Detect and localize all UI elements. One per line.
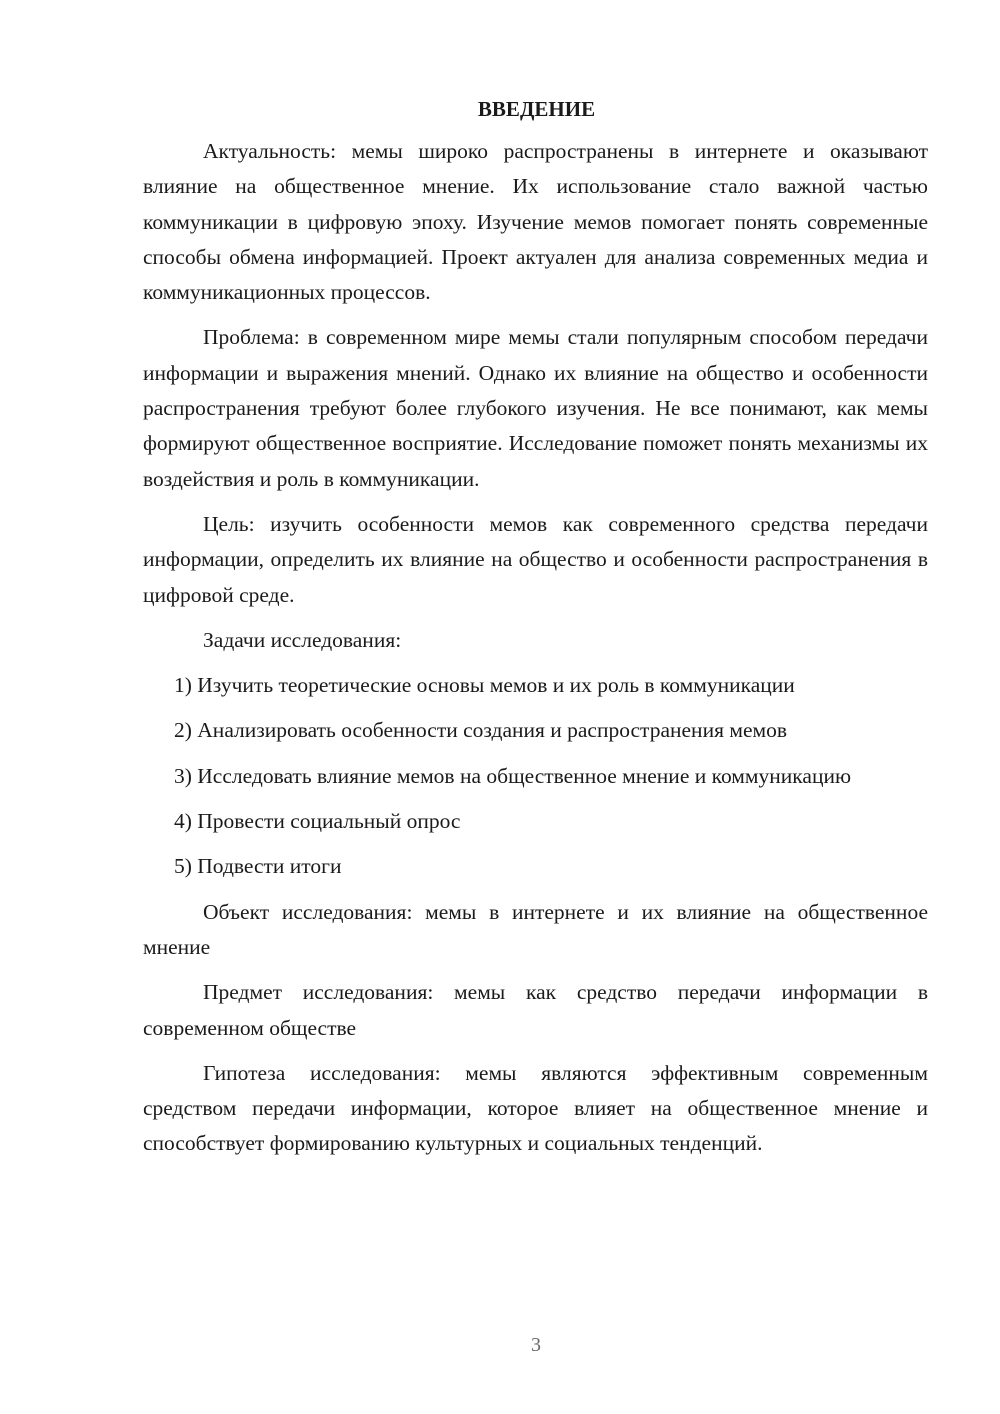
subject-paragraph: Предмет исследования: мемы как средство передачи информации в современном обществе	[143, 980, 928, 1040]
task-item: 3) Исследовать влияние мемов на общественное мнение и коммуникацию	[174, 763, 852, 788]
task-item: 2) Анализировать особенности создания и распространения мемов	[174, 718, 787, 743]
relevance-paragraph: Актуальность: мемы широко распространены в интернете и оказывают влияние на общественное мнение. Их использование стало важной частью коммуникации в цифровую эпоху. Изучение мемов помогает понять современные способы обмена информацией. Проект актуален для анализа современных медиа и коммуникационных процессов.	[143, 139, 928, 305]
goal-paragraph: Цель: изучить особенности мемов как современного средства передачи информации, определить их влияние на общество и особенности распространения в цифровой среде.	[143, 511, 928, 607]
task-item: 5) Подвести итоги	[174, 854, 342, 879]
page-number: 3	[531, 1334, 541, 1356]
task-item: 4) Провести социальный опрос	[174, 809, 461, 834]
hypothesis-paragraph: Гипотеза исследования: мемы являются эффективным современным средством передачи информации, которое влияет на общественное мнение и способствует формированию культурных и социальных тенденций.	[143, 1060, 928, 1156]
task-item: 1) Изучить теоретические основы мемов и их роль в коммуникации	[174, 673, 795, 698]
tasks-heading: Задачи исследования:	[203, 627, 402, 652]
document-page	[143, 92, 928, 1162]
problem-paragraph: Проблема: в современном мире мемы стали популярным способом передачи информации и выражения мнений. Однако их влияние на общество и особенности распространения требуют более глубокого изучения. Не все понимают, как мемы формируют общественное восприятие. Исследование поможет понять механизмы их воздействия и роль в коммуникации.	[143, 325, 928, 491]
section-title: ВВЕДЕНИЕ	[477, 97, 596, 121]
object-paragraph: Объект исследования: мемы в интернете и их влияние на общественное мнение	[143, 899, 928, 959]
